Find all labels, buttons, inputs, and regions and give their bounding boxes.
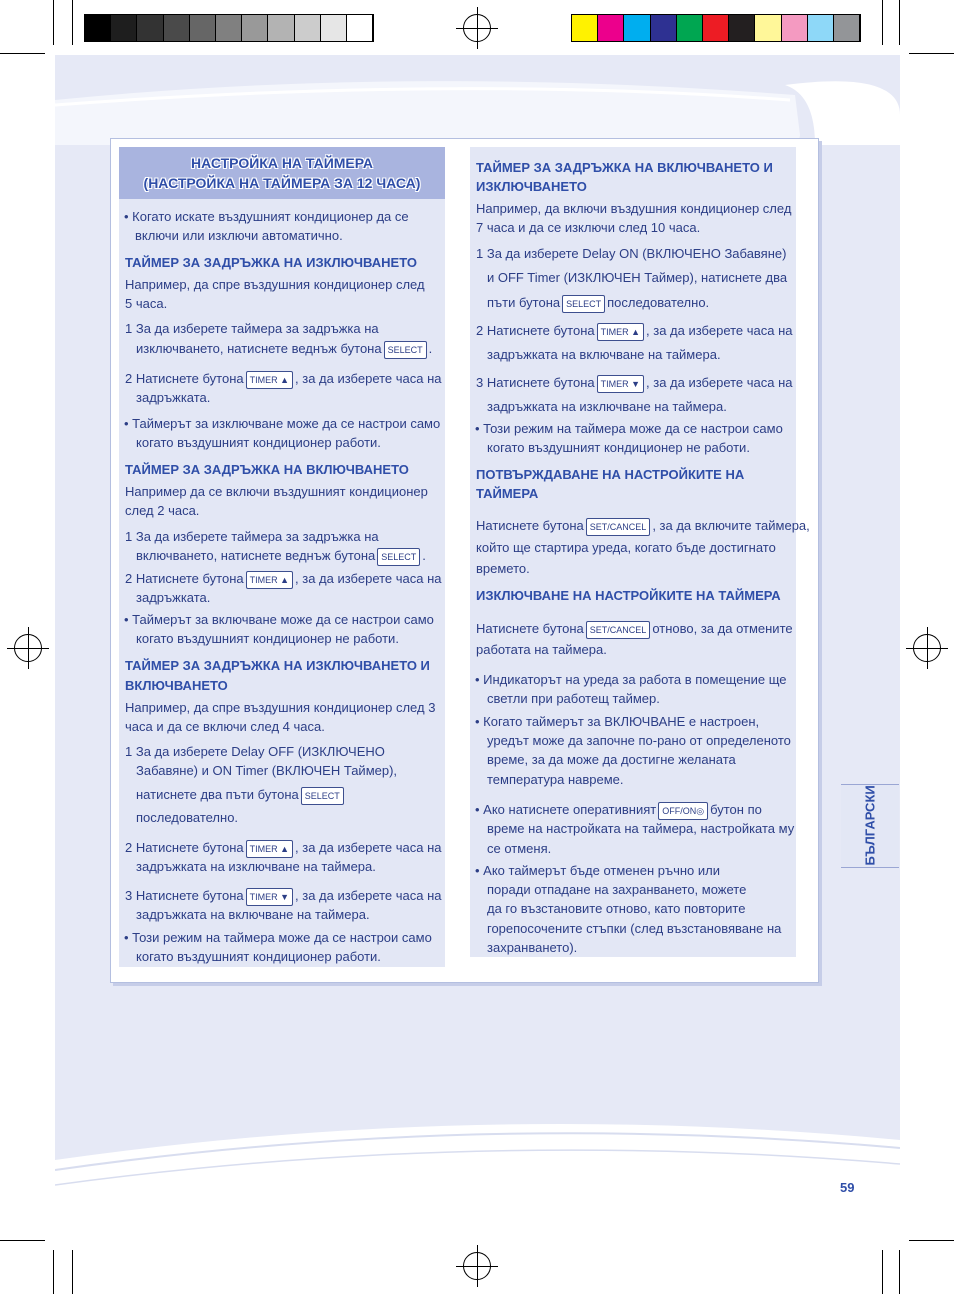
step-text: задръжката. [136, 390, 211, 405]
step-text: 1 За да изберете таймера за задръжка на [125, 321, 379, 336]
crop-mark [899, 0, 900, 45]
color-swatch [624, 15, 650, 41]
section-heading: ТАЙМЕР ЗА ЗАДРЪЖКА НА ВКЛЮЧВАНЕТО И [476, 160, 773, 175]
registration-mark [14, 634, 42, 662]
step-text: натиснете два пъти бутона SELECT [136, 785, 346, 805]
gray-calibration-bar [84, 14, 374, 42]
crop-mark [882, 0, 883, 45]
color-swatch [782, 15, 808, 41]
crop-mark [0, 53, 45, 54]
timer-up-button-icon: TIMER ▲ [246, 371, 293, 389]
crop-mark [909, 1240, 954, 1241]
language-label: БЪЛГАРСКИ [862, 785, 878, 866]
color-swatch [190, 15, 216, 41]
timer-up-button-icon: TIMER ▲ [246, 571, 293, 589]
section-heading: ИЗКЛЮЧВАНЕТО [476, 179, 587, 194]
note-text: уредът може да започне по-рано от определеното [487, 733, 791, 748]
step-text: Забавяне) и ON Timer (ВКЛЮЧЕН Таймер), [136, 763, 398, 778]
step-text: 2 Натиснете бутона TIMER ▲ , за да изберете часа на [125, 569, 442, 589]
note-text: • Когато таймерът за ВКЛЮЧВАНЕ е настроен, [475, 714, 760, 729]
color-calibration-bar [571, 14, 861, 42]
select-button-icon: SELECT [377, 548, 420, 566]
timer-down-button-icon: TIMER ▼ [246, 888, 293, 906]
step-text: 3 Натиснете бутона TIMER ▼ , за да изберете часа на [125, 886, 442, 906]
color-swatch [729, 15, 755, 41]
note-text: • Индикаторът на уреда за работа в помещение ще [475, 672, 787, 687]
crop-mark [882, 1250, 883, 1294]
registration-mark [913, 634, 941, 662]
set-cancel-button-icon: SET/CANCEL [586, 518, 651, 536]
note-text: захранването). [487, 940, 578, 955]
example-text: Например, да включи въздушния кондиционер след [476, 201, 792, 216]
example-text: Например, да спре въздушния кондиционер след [125, 277, 425, 292]
decorative-swoosh-top [55, 55, 900, 145]
off-on-button-icon: OFF/ON◎ [658, 802, 708, 820]
color-swatch [85, 15, 111, 41]
registration-mark [463, 14, 491, 42]
step-text: задръжката на включване на таймера. [487, 347, 721, 362]
color-swatch [834, 15, 860, 41]
timer-down-button-icon: TIMER ▼ [597, 375, 644, 393]
page-subtitle: (НАСТРОЙКА НА ТАЙМЕРА ЗА 12 ЧАСА) [143, 175, 421, 191]
intro-text: включи или изключи автоматично. [135, 228, 343, 243]
registration-mark [463, 1252, 491, 1280]
note-text: светли при работещ таймер. [487, 691, 660, 706]
step-text: 2 Натиснете бутона TIMER ▲ , за да изберете часа на [125, 369, 442, 389]
color-swatch [598, 15, 624, 41]
color-swatch [111, 15, 137, 41]
select-button-icon: SELECT [562, 295, 605, 313]
crop-mark [72, 0, 73, 45]
step-text: задръжката на изключване на таймера. [136, 859, 376, 874]
example-text: Например да се включи въздушният кондиционер [125, 484, 428, 499]
note-text: • Този режим на таймера може да се настрои само [475, 421, 783, 436]
crop-mark [53, 0, 54, 45]
color-swatch [703, 15, 729, 41]
step-text: пъти бутона SELECT последователно. [487, 293, 709, 313]
body-text: времето. [476, 561, 530, 576]
color-swatch [808, 15, 834, 41]
note-text: • Ако натиснете оперативният OFF/ON◎ бутон по [475, 800, 762, 820]
color-swatch [216, 15, 242, 41]
body-text: който ще стартира уреда, когато бъде достигнато [476, 540, 776, 555]
color-swatch [347, 15, 373, 41]
color-swatch [242, 15, 268, 41]
color-swatch [572, 15, 598, 41]
step-text: 2 Натиснете бутона TIMER ▲ , за да изберете часа на [476, 321, 793, 341]
timer-up-button-icon: TIMER ▲ [246, 840, 293, 858]
note-text: • Този режим на таймера може да се настрои само [124, 930, 432, 945]
step-text: 1 За да изберете таймера за задръжка на [125, 529, 379, 544]
timer-up-button-icon: TIMER ▲ [597, 323, 644, 341]
step-text: 1 За да изберете Delay ON (ВКЛЮЧЕНО Забавяне) [476, 246, 787, 261]
step-text: и OFF Timer (ИЗКЛЮЧЕН Таймер), натиснете два [487, 270, 788, 285]
body-text: работата на таймера. [476, 642, 607, 657]
crop-mark [909, 53, 954, 54]
note-text: когато въздушният кондиционер не работи. [136, 631, 399, 646]
example-text: след 2 часа. [125, 503, 200, 518]
step-text: изключването, натиснете веднъж бутона SELECT . [136, 339, 432, 359]
intro-text: • Когато искате въздушният кондиционер да се [124, 209, 409, 224]
note-text: време на настройката на таймера, настройката му [487, 821, 795, 836]
note-text: • Таймерът за включване може да се настрои само [124, 612, 434, 627]
color-swatch [137, 15, 163, 41]
color-swatch [755, 15, 781, 41]
section-heading: ТАЙМЕР ЗА ЗАДРЪЖКА НА ИЗКЛЮЧВАНЕТО [125, 255, 417, 270]
color-swatch [268, 15, 294, 41]
example-text: часа и да се включи след 4 часа. [125, 719, 325, 734]
color-swatch [321, 15, 347, 41]
body-text: Натиснете бутона SET/CANCEL , за да включите таймера, [476, 516, 810, 536]
note-text: да го възстановите отново, като повторите [487, 901, 746, 916]
note-text: време, за да може да достигне желаната [487, 752, 736, 767]
note-text: поради отпадане на захранването, можете [487, 882, 747, 897]
set-cancel-button-icon: SET/CANCEL [586, 621, 651, 639]
note-text: • Таймерът за изключване може да се настрои само [124, 416, 441, 431]
step-text: задръжката на включване на таймера. [136, 907, 370, 922]
step-text: включването, натиснете веднъж бутона SELECT . [136, 546, 426, 566]
example-text: 5 часа. [125, 296, 168, 311]
note-text: температура навреме. [487, 772, 624, 787]
step-text: задръжката. [136, 590, 211, 605]
color-swatch [164, 15, 190, 41]
example-text: Например, да спре въздушния кондиционер след 3 [125, 700, 436, 715]
step-text: задръжката на изключване на таймера. [487, 399, 727, 414]
crop-mark [0, 1240, 45, 1241]
note-text: • Ако таймерът бъде отменен ръчно или [475, 863, 720, 878]
crop-mark [72, 1250, 73, 1294]
note-text: когато въздушният кондиционер работи. [136, 435, 381, 450]
color-swatch [295, 15, 321, 41]
section-heading: ТАЙМЕР ЗА ЗАДРЪЖКА НА ВКЛЮЧВАНЕТО [125, 462, 409, 477]
note-text: когато въздушният кондиционер не работи. [487, 440, 750, 455]
note-text: се отменя. [487, 841, 552, 856]
color-swatch [651, 15, 677, 41]
page-number: 59 [840, 1180, 855, 1195]
select-button-icon: SELECT [301, 787, 344, 805]
step-text: 3 Натиснете бутона TIMER ▼ , за да изберете часа на [476, 373, 793, 393]
crop-mark [899, 1250, 900, 1294]
section-heading: ВКЛЮЧВАНЕТО [125, 678, 228, 693]
section-heading: ПОТВЪРЖДАВАНЕ НА НАСТРОЙКИТЕ НА [476, 467, 745, 482]
step-text: 2 Натиснете бутона TIMER ▲ , за да изберете часа на [125, 838, 442, 858]
body-text: Натиснете бутона SET/CANCEL отново, за да отмените [476, 619, 793, 639]
color-swatch [677, 15, 703, 41]
section-heading: ИЗКЛЮЧВАНЕ НА НАСТРОЙКИТЕ НА ТАЙМЕРА [476, 588, 781, 603]
step-text: последователно. [136, 810, 239, 825]
page-title: НАСТРОЙКА НА ТАЙМЕРА [190, 155, 373, 171]
select-button-icon: SELECT [384, 341, 427, 359]
section-heading: ТАЙМЕР ЗА ЗАДРЪЖКА НА ИЗКЛЮЧВАНЕТО И [125, 658, 430, 673]
note-text: когато въздушният кондиционер работи. [136, 949, 381, 964]
crop-mark [53, 1250, 54, 1294]
decorative-swoosh-bottom [55, 1100, 900, 1240]
section-heading: ТАЙМЕРА [476, 486, 539, 501]
note-text: горепосочените стъпки (след възстановяване на [487, 921, 782, 936]
step-text: 1 За да изберете Delay OFF (ИЗКЛЮЧЕНО [125, 744, 385, 759]
example-text: 7 часа и да се изключи след 10 часа. [476, 220, 701, 235]
